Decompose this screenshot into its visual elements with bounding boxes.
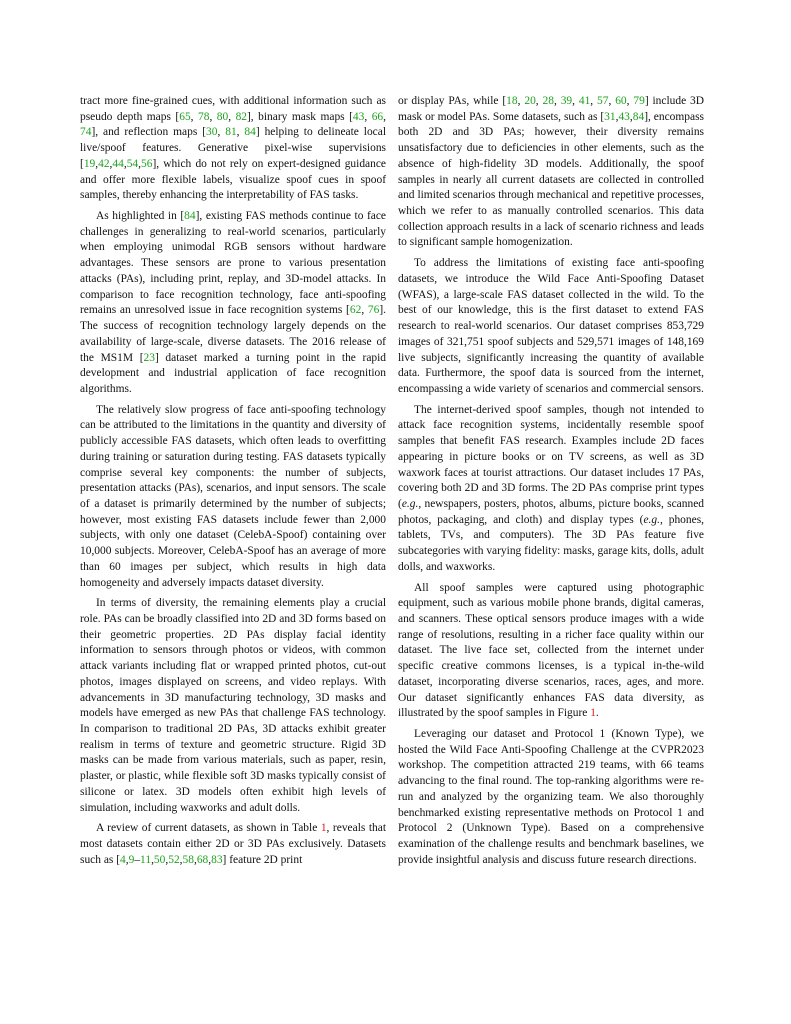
paragraph [80, 403, 386, 592]
text-run: . [595, 707, 599, 720]
citation-link[interactable]: 83 [211, 853, 223, 866]
text-run: , [364, 110, 372, 123]
text-run: , [383, 110, 386, 123]
text-run: , newspapers, posters, photos, albums, picture books, scanned photos, packaging, and cloth) and display types ( [398, 497, 704, 526]
text-run: , [608, 95, 616, 107]
text-run: , [361, 304, 368, 317]
citation-link[interactable]: 31 [604, 110, 616, 123]
text-run: , [236, 126, 245, 139]
text-run: , [590, 95, 598, 107]
citation-link[interactable]: 60 [615, 95, 627, 107]
citation-link[interactable]: 43 [618, 110, 630, 123]
text-run: , [626, 95, 634, 107]
citation-link[interactable]: 84 [184, 210, 196, 223]
citation-link[interactable]: 44 [112, 157, 124, 170]
text-run: , [217, 126, 226, 139]
text-run: , [123, 157, 127, 170]
citation-link[interactable]: 84 [632, 110, 645, 123]
text-run: , [228, 110, 236, 123]
paragraph [398, 256, 704, 397]
text-run: As highlighted in [ [96, 210, 185, 223]
citation-link[interactable]: 50 [153, 853, 166, 866]
text-run: The relatively slow progress of face anti-spoofing technology can be attributed to the limitations in the quantity and diversity of publicly accessible FAS datasets, which often leads to overfitting during training or saturation during testing. FAS datasets typically comprise several key components: the number of subjects, presentation attacks (PAs), scenarios, and input sensors. The scale of a dataset is primarily determined by the number of subjects; however, most existing FAS datasets include fewer than 2,000 subjects, with only one dataset (CelebA-Spoof) containing over 10,000 subjects. Moreover, CelebA-Spoof has an average of more than 60 images per subject, which results in high data homogeneity and adversely impacts dataset diversity. [80, 403, 386, 589]
text-run: , [629, 110, 633, 123]
text-run: , [193, 853, 197, 866]
text-run: , [572, 95, 579, 107]
text-run: , [209, 110, 217, 123]
citation-link[interactable]: 11 [140, 853, 152, 866]
text-run: , [535, 95, 543, 107]
citation-link[interactable]: 74 [80, 126, 92, 139]
text-run: ], and reflection maps [ [91, 126, 207, 139]
reference-link[interactable]: 1 [590, 707, 596, 720]
text-run: ] include 3D mask or model PAs. Some datasets, such as [ [398, 95, 705, 123]
paragraph [398, 581, 704, 722]
text-run: , [138, 157, 141, 170]
citation-link[interactable]: 42 [98, 157, 110, 170]
text-run: , [165, 853, 169, 866]
citation-link[interactable]: 82 [235, 110, 247, 123]
text-run: – [134, 853, 141, 866]
citation-link[interactable]: 28 [542, 95, 554, 107]
citation-link[interactable]: 76 [367, 304, 380, 317]
italic-text: e.g. [643, 513, 660, 526]
reference-link[interactable]: 1 [320, 822, 327, 835]
text-run: or display PAs, while [ [398, 95, 507, 107]
text-run: ], which do not rely on expert-designed guidance and offer more flexible labels, visualize spoof cues in spoof samples, thereby enhancing the interpretability of FAS tasks. [80, 157, 386, 202]
citation-link[interactable]: 23 [143, 351, 155, 364]
paragraph [80, 821, 386, 868]
text-run: , [151, 853, 154, 866]
text-run: , [179, 853, 183, 866]
text-run: ]. The success of recognition technology largely depends on the availability of large-scale, diverse datasets. The 2016 release of the MS1M [ [80, 304, 386, 364]
paragraph [80, 209, 386, 398]
text-run: , [109, 157, 113, 170]
citation-link[interactable]: 20 [524, 95, 536, 107]
citation-link[interactable]: 9 [128, 853, 135, 866]
text-run: , [95, 157, 99, 170]
text-run: Leveraging our dataset and Protocol 1 (Known Type), we hosted the Wild Face Anti-Spoofing Challenge at the CVPR2023 workshop. The competition attracted 219 teams, with 66 teams advancing to the final round. The top-ranking algorithms were re-run and analyzed by the organizing team. We also thoroughly benchmarked existing representative methods on Protocol 1 and Protocol 2 (Unknown Type). Based on a comprehensive examination of the challenge results and benchmark baselines, we provide insightful analysis and discuss future research directions. [398, 728, 704, 866]
text-run: , [615, 110, 619, 123]
citation-link[interactable]: 30 [206, 126, 218, 139]
citation-link[interactable]: 80 [216, 110, 229, 123]
citation-link[interactable]: 84 [244, 126, 256, 139]
citation-link[interactable]: 57 [597, 95, 609, 107]
paragraph [398, 94, 704, 251]
citation-link[interactable]: 62 [349, 304, 362, 317]
text-run: , [517, 95, 525, 107]
text-run: ], existing FAS methods continue to face challenges in generalizing to real-world scenarios, particularly when employing unimodal RGB sensors without hardware advantages. These sensors are prone to various presentation attacks (PAs), including print, replay, and 3D-model attacks. In comparison to face recognition technology, face anti-spoofing remains an unresolved issue in face recognition systems [ [80, 210, 386, 317]
italic-text: e.g. [401, 497, 419, 510]
text-run: , reveals that most datasets contain either 2D or 3D PAs exclusively. Datasets such as [ [80, 822, 387, 866]
citation-link[interactable]: 19 [83, 157, 96, 170]
citation-link[interactable]: 4 [120, 853, 126, 866]
text-run: , [125, 853, 129, 866]
text-run: , [208, 853, 212, 866]
text-run: All spoof samples were captured using photographic equipment, such as various mobile phone brands, digital cameras, and scanners. These optical sensors produce images with a wide range of resolutions, resulting in a richer face quality within our dataset. The live face set, collected from the internet under specific creative commons licenses, is a typical in-the-wild dataset, incorporating diverse scenarios, races, ages, and more. Our dataset significantly enhances FAS data diversity, as illustrated by the spoof samples in Figure [398, 581, 704, 720]
citation-link[interactable]: 52 [168, 853, 180, 866]
text-run: A review of current datasets, as shown in Table [96, 822, 321, 835]
text-run: To address the limitations of existing face anti-spoofing datasets, we introduce the Wild Face Anti-Spoofing Dataset (WFAS), a large-scale FAS dataset collected in the wild. To the best of our knowledge, this is the first dataset to extend FAS research to real-world scenarios. Our dataset comprises 853,729 images of 321,751 spoof subjects and 529,571 images of 148,169 live subjects, significantly increasing the quantity of available data. Furthermore, the spoof data is sourced from the internet, encompassing a wide variety of scenarios and commercial sensors. [398, 257, 704, 395]
paragraph [398, 403, 704, 576]
citation-link[interactable]: 81 [225, 126, 237, 139]
text-run: , [553, 95, 561, 107]
text-run: ] helping to delineate local live/spoof features. Generative pixel-wise supervisions [ [80, 126, 386, 170]
citation-link[interactable]: 66 [371, 110, 384, 123]
text-run: ], encompass both 2D and 3D PAs; however, their diversity remains unsatisfactory due to deficiencies in other elements, such as the absence of high-fidelity 3D models. Additionally, the spoof samples in nearly all current datasets are collected in controlled and limited scenarios through mechanical and repetitive processes, which we refer to as manually controlled scenarios. This data collection approach results in a lack of scenario richness and leads to significant sample homogenization. [398, 110, 704, 249]
citation-link[interactable]: 65 [179, 110, 191, 123]
text-run: , [190, 110, 198, 123]
text-run: , phones, tablets, TVs, and computers). The 3D PAs feature five subcategories with varying fidelity: masks, garage kits, dolls, adult dolls, and waxworks. [398, 513, 705, 573]
text-run: ] dataset marked a turning point in the rapid development and industrial application of face recognition algorithms. [80, 351, 387, 395]
citation-link[interactable]: 68 [196, 853, 209, 866]
citation-link[interactable]: 43 [352, 110, 365, 123]
text-run: tract more fine-grained cues, with additional information such as pseudo depth maps [ [80, 95, 386, 123]
citation-link[interactable]: 41 [578, 95, 591, 107]
left-column [80, 94, 386, 874]
citation-link[interactable]: 79 [633, 95, 645, 107]
paragraph [80, 596, 386, 816]
citation-link[interactable]: 18 [506, 95, 518, 107]
citation-link[interactable]: 78 [198, 110, 210, 123]
citation-link[interactable]: 56 [141, 157, 153, 170]
citation-link[interactable]: 54 [126, 157, 139, 170]
citation-link[interactable]: 39 [560, 95, 573, 107]
citation-link[interactable]: 58 [182, 853, 194, 866]
paragraph [398, 727, 704, 868]
text-run: In terms of diversity, the remaining elements play a crucial role. PAs can be broadly classified into 2D and 3D forms based on their geometric properties. 2D PAs display facial identity information to sensors through photos or videos, with common attack variants including flat or wrapped printed photos, cut-out photos, images displayed on screens, and video replays. With advancements in 3D manufacturing technology, 3D masks and models have emerged as new PAs that challenge FAS technology. In comparison to traditional 2D PAs, 3D attacks exhibit greater realism in terms of texture and geometric structure. Rigid 3D masks can be made from various materials, such as paper, resin, plaster, or plastic, while flexible soft 3D masks typically consist of silicone or latex. 3D models often exhibit high levels of simulation, including waxworks and adult dolls. [80, 597, 386, 814]
text-run: ], binary mask maps [ [247, 110, 353, 123]
text-run: The internet-derived spoof samples, though not intended to attack face recognition systems, incidentally resemble spoof samples that benefit FAS research. Examples include 2D faces appearing in picture books or on TV screens, as well as 3D waxwork faces at tourist attractions. Our dataset includes 17 PAs, covering both 2D and 3D forms. The 2D PAs comprise print types ( [398, 403, 704, 510]
paragraph [80, 94, 386, 204]
text-run: ] feature 2D print [222, 853, 303, 866]
right-column [398, 94, 704, 874]
